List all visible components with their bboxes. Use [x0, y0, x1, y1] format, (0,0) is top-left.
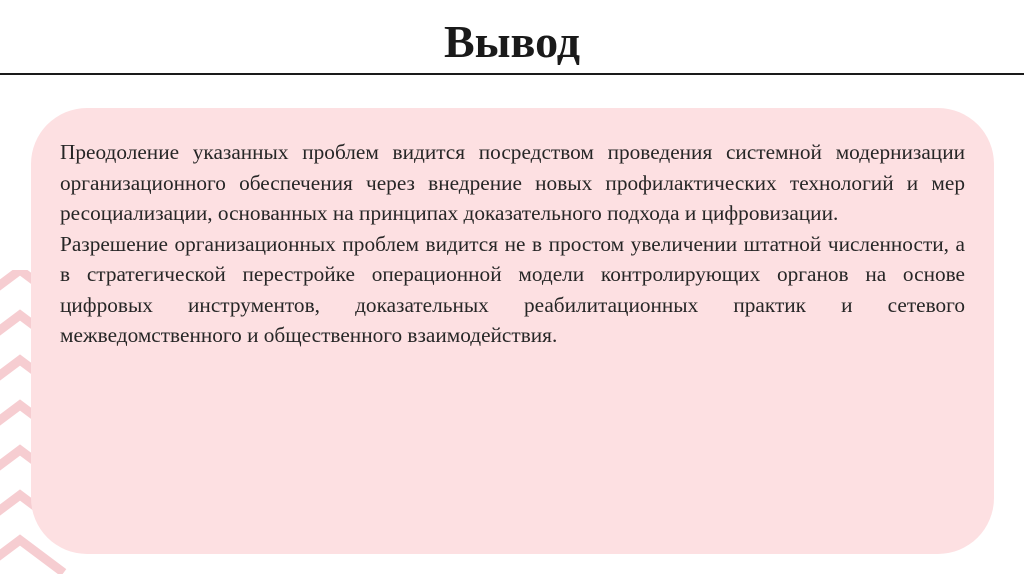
page-title: Вывод — [443, 16, 581, 67]
paragraph-2: Разрешение организационных проблем видится не в простом увеличении штатной численности, а в стратегической перестройке операционной модели контролирующих органов на основе цифровых инструментов, доказательных реабилитационных практик и сетевого межведомственного и общественного взаимодействия. — [60, 231, 965, 347]
paragraph-1: Преодоление указанных проблем видится посредством проведения системной модернизации организационного обеспечения через внедрение новых профилактических технологий и мер ресоциализации, основанных на принципах доказательного подхода и цифровизации. — [60, 140, 965, 225]
title-divider — [0, 73, 1024, 75]
body-text — [60, 137, 965, 351]
